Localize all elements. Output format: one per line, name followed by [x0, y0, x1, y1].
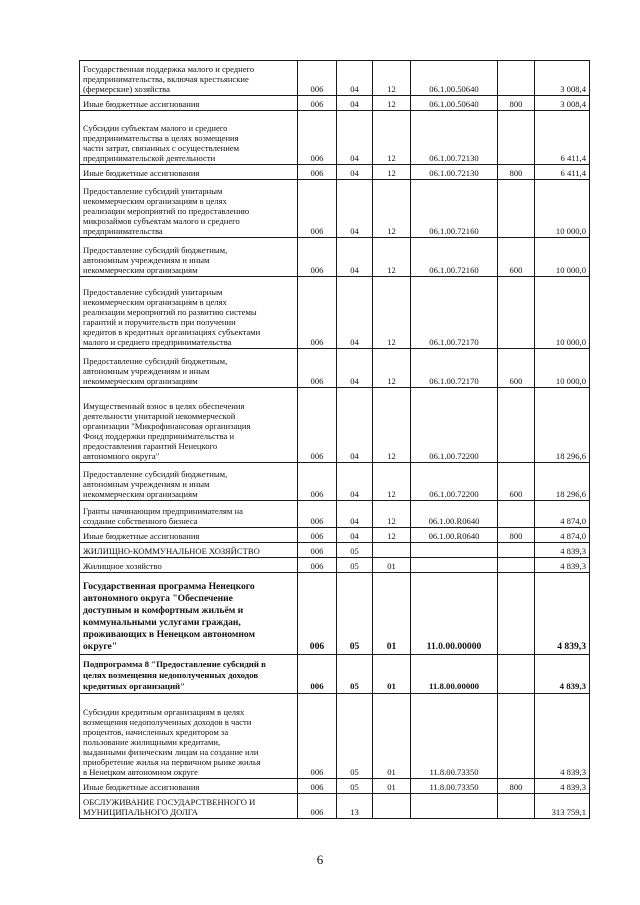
row-section-cell: 05 — [337, 558, 373, 573]
row-target-article-cell: 11.8.00.73350 — [411, 779, 498, 794]
row-name-cell — [80, 180, 298, 238]
page-number: 6 — [316, 852, 324, 867]
row-expense-type-cell — [498, 388, 535, 463]
row-target-article-cell: 06.1.00.72130 — [411, 111, 498, 165]
row-ved-cell: 006 — [298, 794, 337, 819]
row-section-cell: 13 — [337, 794, 373, 819]
row-subsection-cell: 12 — [373, 238, 411, 277]
row-name-cell — [80, 694, 298, 779]
row-ved-cell: 006 — [298, 388, 337, 463]
row-section-cell: 04 — [337, 61, 373, 96]
row-sum-cell: 4 839,3 — [535, 543, 590, 558]
row-subsection-cell: 12 — [373, 501, 411, 528]
row-section-cell: 04 — [337, 349, 373, 388]
row-target-article-cell — [411, 543, 498, 558]
row-sum-cell: 10 000,0 — [535, 277, 590, 349]
row-expense-type-cell — [498, 558, 535, 573]
table-row — [80, 694, 590, 779]
row-name-cell — [80, 277, 298, 349]
row-expense-type-cell — [498, 61, 535, 96]
row-name-cell — [80, 543, 298, 558]
row-sum-cell: 4 839,3 — [535, 558, 590, 573]
row-sum-cell: 6 411,4 — [535, 165, 590, 180]
row-ved-cell: 006 — [298, 349, 337, 388]
row-subsection-cell: 12 — [373, 277, 411, 349]
row-name-text: Подпрограмма 8 "Предоставление субсидий в целях возмещения недополученных доходов кредитных организаций" — [83, 659, 266, 691]
table-row — [80, 463, 590, 501]
row-section-cell: 04 — [337, 96, 373, 111]
row-sum-cell: 4 839,3 — [535, 779, 590, 794]
table-row — [80, 558, 590, 573]
row-section-cell: 04 — [337, 388, 373, 463]
row-target-article-cell: 11.8.00.73350 — [411, 694, 498, 779]
table-row — [80, 165, 590, 180]
row-subsection-cell: 12 — [373, 96, 411, 111]
row-section-cell: 05 — [337, 779, 373, 794]
row-sum-cell: 4 874,0 — [535, 528, 590, 543]
table-row — [80, 96, 590, 111]
row-name-text: ЖИЛИЩНО-КОММУНАЛЬНОЕ ХОЗЯЙСТВО — [83, 546, 260, 556]
row-target-article-cell: 06.1.00.72130 — [411, 165, 498, 180]
row-target-article-cell: 06.1.00.50640 — [411, 96, 498, 111]
row-sum-cell: 6 411,4 — [535, 111, 590, 165]
row-ved-cell: 006 — [298, 180, 337, 238]
row-sum-cell: 10 000,0 — [535, 238, 590, 277]
row-target-article-cell — [411, 558, 498, 573]
row-ved-cell: 006 — [298, 694, 337, 779]
table-row — [80, 501, 590, 528]
table-row — [80, 61, 590, 96]
row-section-cell: 05 — [337, 543, 373, 558]
row-expense-type-cell: 800 — [498, 165, 535, 180]
table-row — [80, 573, 590, 655]
row-ved-cell: 006 — [298, 463, 337, 501]
row-name-cell — [80, 655, 298, 694]
row-target-article-cell: 06.1.00.72160 — [411, 180, 498, 238]
row-name-cell — [80, 794, 298, 819]
row-expense-type-cell: 800 — [498, 528, 535, 543]
row-subsection-cell — [373, 794, 411, 819]
row-target-article-cell: 11.8.00.00000 — [411, 655, 498, 694]
table-row — [80, 111, 590, 165]
table-row — [80, 543, 590, 558]
row-ved-cell: 006 — [298, 501, 337, 528]
table-row — [80, 277, 590, 349]
row-subsection-cell: 01 — [373, 655, 411, 694]
row-name-cell — [80, 165, 298, 180]
row-subsection-cell — [373, 543, 411, 558]
row-name-cell — [80, 388, 298, 463]
row-subsection-cell: 12 — [373, 111, 411, 165]
row-name-text: Предоставление субсидий унитарным некоммерческим организациям в целях реализации мероприятий по предоставлению микрозаймов субъектам малого и среднего предпринимательства — [83, 186, 250, 236]
row-ved-cell: 006 — [298, 238, 337, 277]
row-name-text: Гранты начинающим предпринимателям на создание собственного бизнеса — [83, 506, 243, 526]
row-name-text: Предоставление субсидий бюджетным, автономным учреждениям и иным некоммерческим организациям — [83, 469, 228, 499]
row-name-text: Предоставление субсидий бюджетным, автономным учреждениям и иным некоммерческим организациям — [83, 245, 228, 275]
row-target-article-cell: 06.1.00.50640 — [411, 61, 498, 96]
row-name-cell — [80, 61, 298, 96]
row-ved-cell: 006 — [298, 61, 337, 96]
row-section-cell: 05 — [337, 573, 373, 655]
row-name-text: Иные бюджетные ассигнования — [83, 99, 200, 109]
row-subsection-cell: 12 — [373, 61, 411, 96]
row-expense-type-cell — [498, 694, 535, 779]
row-expense-type-cell — [498, 573, 535, 655]
row-target-article-cell: 06.1.00.72200 — [411, 463, 498, 501]
row-target-article-cell: 06.1.00.R0640 — [411, 501, 498, 528]
row-target-article-cell: 06.1.00.72170 — [411, 277, 498, 349]
row-subsection-cell: 01 — [373, 558, 411, 573]
row-subsection-cell: 01 — [373, 694, 411, 779]
row-name-cell — [80, 349, 298, 388]
table-row — [80, 655, 590, 694]
row-ved-cell: 006 — [298, 111, 337, 165]
row-name-cell — [80, 96, 298, 111]
row-target-article-cell — [411, 794, 498, 819]
row-target-article-cell: 06.1.00.R0640 — [411, 528, 498, 543]
row-expense-type-cell: 800 — [498, 779, 535, 794]
row-section-cell: 04 — [337, 238, 373, 277]
row-section-cell: 04 — [337, 180, 373, 238]
row-section-cell: 04 — [337, 165, 373, 180]
row-name-text: Государственная поддержка малого и среднего предпринимательства, включая крестьянские (фермерские) хозяйства — [83, 64, 255, 94]
row-ved-cell: 006 — [298, 779, 337, 794]
row-sum-cell: 4 839,3 — [535, 573, 590, 655]
row-sum-cell: 313 759,1 — [535, 794, 590, 819]
row-ved-cell: 006 — [298, 528, 337, 543]
table-row — [80, 238, 590, 277]
row-expense-type-cell — [498, 180, 535, 238]
table-row — [80, 779, 590, 794]
row-sum-cell: 10 000,0 — [535, 349, 590, 388]
row-name-text: Субсидии кредитным организациям в целях возмещения недополученных доходов в части процентов, начисленных кредитором за пользование жилищными кредитами, выданными физическим лицам на создание или приобретение жилья на первичном рынке жилья в Ненецком автономном округе — [83, 707, 261, 777]
budget-table — [79, 60, 590, 819]
row-section-cell: 04 — [337, 463, 373, 501]
row-name-cell — [80, 111, 298, 165]
row-ved-cell: 006 — [298, 96, 337, 111]
row-name-text: Государственная программа Ненецкого автономного округа "Обеспечение доступным и комфортным жильём и коммунальными услугами граждан, проживающих в Ненецком автономном округе" — [83, 581, 256, 652]
row-sum-cell: 3 008,4 — [535, 61, 590, 96]
row-ved-cell: 006 — [298, 558, 337, 573]
row-expense-type-cell — [498, 794, 535, 819]
row-target-article-cell: 06.1.00.72160 — [411, 238, 498, 277]
row-subsection-cell: 12 — [373, 180, 411, 238]
row-expense-type-cell — [498, 501, 535, 528]
row-sum-cell: 4 839,3 — [535, 655, 590, 694]
table-row — [80, 794, 590, 819]
row-sum-cell: 18 296,6 — [535, 388, 590, 463]
row-ved-cell: 006 — [298, 655, 337, 694]
row-expense-type-cell — [498, 655, 535, 694]
row-name-text: Иные бюджетные ассигнования — [83, 782, 200, 792]
row-name-text: Предоставление субсидий бюджетным, автономным учреждениям и иным некоммерческим организациям — [83, 356, 228, 386]
row-target-article-cell: 11.0.00.00000 — [411, 573, 498, 655]
row-subsection-cell: 12 — [373, 165, 411, 180]
row-name-text: Предоставление субсидий унитарным некоммерческим организациям в целях реализации мероприятий по развитию системы гарантий и поручительств при получении кредитов в кредитных организациях субъектами малого и среднего предпринимательства — [83, 287, 261, 347]
row-section-cell: 04 — [337, 111, 373, 165]
row-name-text: ОБСЛУЖИВАНИЕ ГОСУДАРСТВЕННОГО И МУНИЦИПАЛЬНОГО ДОЛГА — [83, 797, 256, 817]
row-expense-type-cell — [498, 111, 535, 165]
row-name-cell — [80, 779, 298, 794]
row-target-article-cell: 06.1.00.72170 — [411, 349, 498, 388]
row-ved-cell: 006 — [298, 165, 337, 180]
row-section-cell: 05 — [337, 655, 373, 694]
row-expense-type-cell — [498, 543, 535, 558]
row-sum-cell: 10 000,0 — [535, 180, 590, 238]
row-sum-cell: 18 296,6 — [535, 463, 590, 501]
row-expense-type-cell: 800 — [498, 96, 535, 111]
row-expense-type-cell: 600 — [498, 349, 535, 388]
row-name-cell — [80, 463, 298, 501]
row-sum-cell: 4 839,3 — [535, 694, 590, 779]
row-section-cell: 05 — [337, 694, 373, 779]
row-subsection-cell: 12 — [373, 388, 411, 463]
row-subsection-cell: 01 — [373, 779, 411, 794]
row-subsection-cell: 01 — [373, 573, 411, 655]
row-section-cell: 04 — [337, 277, 373, 349]
table-row — [80, 180, 590, 238]
row-name-text: Субсидии субъектам малого и среднего предпринимательства в целях возмещения части затрат, связанных с осуществлением предпринимательской деятельности — [83, 123, 240, 163]
row-expense-type-cell: 600 — [498, 463, 535, 501]
row-name-cell — [80, 501, 298, 528]
row-ved-cell: 006 — [298, 277, 337, 349]
row-section-cell: 04 — [337, 528, 373, 543]
row-ved-cell: 006 — [298, 543, 337, 558]
row-name-cell — [80, 238, 298, 277]
row-subsection-cell: 12 — [373, 528, 411, 543]
table-row — [80, 528, 590, 543]
row-target-article-cell: 06.1.00.72200 — [411, 388, 498, 463]
row-ved-cell: 006 — [298, 573, 337, 655]
row-name-text: Имущественный взнос в целях обеспечения деятельности унитарной некоммерческой организации "Микрофинансовая организация Фонд поддержки предпринимательства и предоставления гарантий Ненецкого автономного округа" — [83, 401, 251, 461]
row-name-cell — [80, 528, 298, 543]
row-name-text: Иные бюджетные ассигнования — [83, 531, 200, 541]
row-name-text: Жилищное хозяйство — [83, 561, 162, 571]
row-section-cell: 04 — [337, 501, 373, 528]
row-expense-type-cell — [498, 277, 535, 349]
row-expense-type-cell: 600 — [498, 238, 535, 277]
table-row — [80, 388, 590, 463]
row-subsection-cell: 12 — [373, 463, 411, 501]
row-name-cell — [80, 573, 298, 655]
row-subsection-cell: 12 — [373, 349, 411, 388]
row-name-text: Иные бюджетные ассигнования — [83, 168, 200, 178]
row-sum-cell: 4 874,0 — [535, 501, 590, 528]
row-name-cell — [80, 558, 298, 573]
row-sum-cell: 3 008,4 — [535, 96, 590, 111]
table-row — [80, 349, 590, 388]
